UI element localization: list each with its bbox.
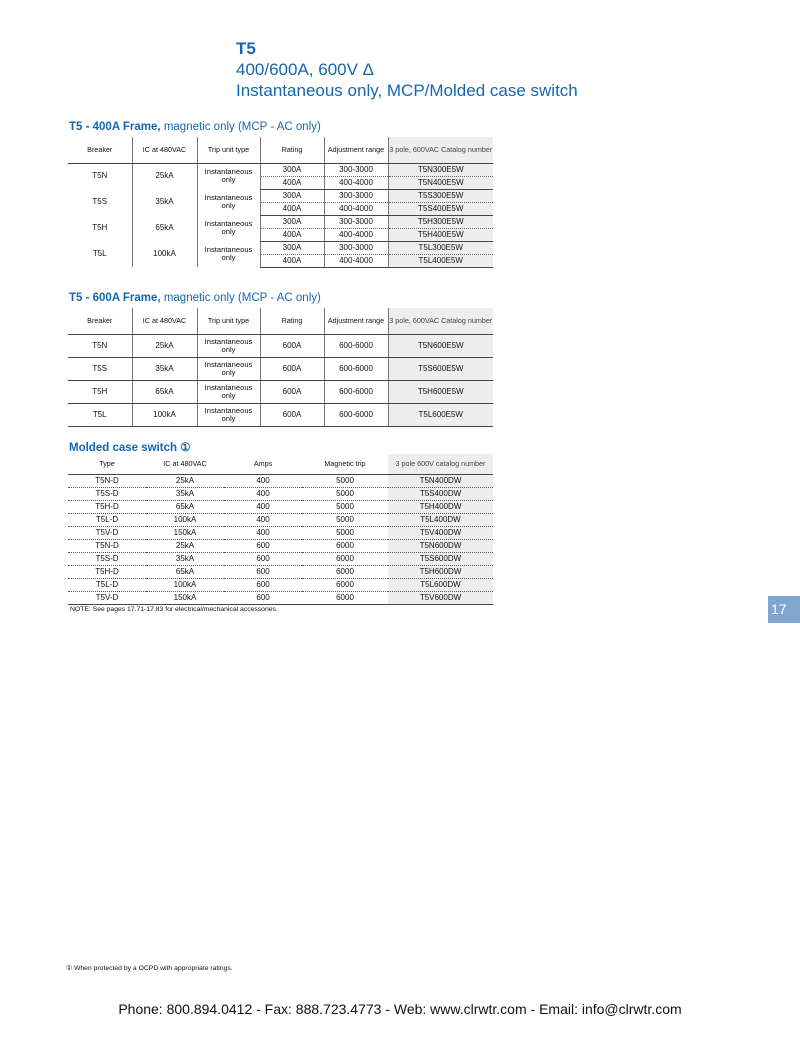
trip-cell: Instantaneous only <box>197 357 260 380</box>
trip-cell: Instantaneous only <box>197 215 260 241</box>
catalog-cell: T5S600DW <box>388 552 493 565</box>
table-row <box>68 513 493 526</box>
range-cell: 300-3000 <box>324 163 388 176</box>
ic-cell: 35kA <box>146 552 224 565</box>
type-cell: T5H-D <box>68 500 146 513</box>
type-cell: T5N-D <box>68 539 146 552</box>
catalog-cell: T5S300E5W <box>388 189 493 202</box>
table-600a-frame <box>68 308 493 427</box>
rating-cell: 300A <box>260 215 324 228</box>
magnetic-trip-cell: 5000 <box>302 500 388 513</box>
ic-cell: 35kA <box>146 487 224 500</box>
table-400a-frame <box>68 137 493 268</box>
magnetic-trip-cell: 5000 <box>302 526 388 539</box>
table-row <box>68 552 493 565</box>
catalog-cell: T5N600E5W <box>388 334 493 357</box>
chapter-tab: 17 <box>768 596 800 623</box>
ic-cell: 25kA <box>132 334 197 357</box>
ic-cell: 65kA <box>132 380 197 403</box>
type-cell: T5L-D <box>68 513 146 526</box>
breaker-cell: T5H <box>92 223 108 232</box>
amps-cell: 600 <box>224 565 302 578</box>
catalog-cell: T5V600DW <box>388 591 493 604</box>
rating-cell: 300A <box>260 189 324 202</box>
ic-cell: 150kA <box>146 591 224 604</box>
magnetic-trip-cell: 6000 <box>302 565 388 578</box>
rating-cell: 600A <box>260 357 324 380</box>
range-cell: 600-6000 <box>324 357 388 380</box>
catalog-cell: T5N400E5W <box>388 176 493 189</box>
table-row <box>68 403 493 426</box>
breaker-cell: T5S <box>68 357 132 380</box>
ic-cell: 100kA <box>146 578 224 591</box>
catalog-cell: T5L400DW <box>388 513 493 526</box>
rating-cell: 600A <box>260 380 324 403</box>
magnetic-trip-cell: 6000 <box>302 539 388 552</box>
table-row <box>68 591 493 604</box>
amps-cell: 400 <box>224 526 302 539</box>
section-600a-title-rest: magnetic only (MCP - AC only) <box>160 292 321 304</box>
section-400a-title-rest: magnetic only (MCP - AC only) <box>160 121 321 133</box>
rating-cell: 600A <box>260 334 324 357</box>
catalog-cell: T5N300E5W <box>388 163 493 176</box>
table-row <box>68 357 493 380</box>
table-row <box>68 380 493 403</box>
rating-cell: 400A <box>260 228 324 241</box>
type-cell: T5H-D <box>68 565 146 578</box>
rating-cell: 300A <box>260 241 324 254</box>
col-header-catalog: 3 pole, 600VAC Catalog number <box>388 308 493 334</box>
catalog-cell: T5H400DW <box>388 500 493 513</box>
trip-cell: Instantaneous only <box>197 163 260 189</box>
magnetic-trip-cell: 6000 <box>302 578 388 591</box>
col-header-magnetic-trip: Magnetic trip <box>302 454 388 474</box>
ic-cell: 25kA <box>146 474 224 487</box>
magnetic-trip-cell: 5000 <box>302 513 388 526</box>
col-header-amps: Amps <box>224 454 302 474</box>
breaker-cell: T5L <box>92 249 107 258</box>
ic-cell: 35kA <box>132 189 197 215</box>
type-cell: T5N-D <box>68 474 146 487</box>
col-header-breaker: Breaker <box>68 308 132 334</box>
col-header-ic: IC at 480VAC <box>132 137 197 163</box>
col-header-catalog: 3 pole, 600VAC Catalog number <box>388 137 493 163</box>
amps-cell: 600 <box>224 591 302 604</box>
amps-cell: 400 <box>224 513 302 526</box>
type-cell: T5V-D <box>68 591 146 604</box>
catalog-cell: T5V400DW <box>388 526 493 539</box>
table-row <box>68 334 493 357</box>
section-switch-title: Molded case switch ① <box>69 442 191 454</box>
range-cell: 400-4000 <box>324 176 388 189</box>
breaker-cell: T5N <box>68 334 132 357</box>
rating-cell: 600A <box>260 403 324 426</box>
type-cell: T5S-D <box>68 552 146 565</box>
breaker-cell: T5L <box>68 403 132 426</box>
catalog-cell: T5H600DW <box>388 565 493 578</box>
catalog-cell: T5S600E5W <box>388 357 493 380</box>
magnetic-trip-cell: 6000 <box>302 552 388 565</box>
breaker-cell: T5H <box>68 380 132 403</box>
col-header-rating: Rating <box>260 137 324 163</box>
trip-cell: Instantaneous only <box>197 403 260 426</box>
page-header <box>236 38 578 101</box>
section-400a-title-bold: T5 - 400A Frame, <box>69 121 161 133</box>
amps-cell: 400 <box>224 487 302 500</box>
breaker-cell: T5S <box>92 197 108 206</box>
type-cell: T5L-D <box>68 578 146 591</box>
magnetic-trip-cell: 5000 <box>302 474 388 487</box>
accessories-note: NOTE: See pages 17.71-17.83 for electrical/mechanical accessories. <box>70 606 278 613</box>
catalog-cell: T5H300E5W <box>388 215 493 228</box>
magnetic-trip-cell: 6000 <box>302 591 388 604</box>
catalog-cell: T5L300E5W <box>388 241 493 254</box>
ic-cell: 100kA <box>132 403 197 426</box>
range-cell: 400-4000 <box>324 254 388 267</box>
table-row <box>68 189 493 202</box>
table-row <box>68 539 493 552</box>
page-title: T5 <box>236 39 256 58</box>
ic-cell: 100kA <box>132 241 197 267</box>
breaker-cell: T5N <box>92 171 108 181</box>
catalog-cell: T5L600DW <box>388 578 493 591</box>
catalog-cell: T5L400E5W <box>388 254 493 267</box>
trip-cell: Instantaneous only <box>197 334 260 357</box>
amps-cell: 600 <box>224 578 302 591</box>
catalog-cell: T5H400E5W <box>388 228 493 241</box>
catalog-cell: T5N400DW <box>388 474 493 487</box>
catalog-cell: T5S400DW <box>388 487 493 500</box>
col-header-ic: IC at 480VAC <box>146 454 224 474</box>
table-molded-case-switch <box>68 454 493 605</box>
col-header-range: Adjustment range <box>324 308 388 334</box>
amps-cell: 400 <box>224 500 302 513</box>
catalog-cell: T5N600DW <box>388 539 493 552</box>
range-cell: 300-3000 <box>324 241 388 254</box>
col-header-trip: Trip unit type <box>197 308 260 334</box>
range-cell: 600-6000 <box>324 334 388 357</box>
ic-cell: 35kA <box>132 357 197 380</box>
col-header-catalog: 3 pole 600V catalog number <box>388 454 493 474</box>
section-600a-title <box>69 292 321 304</box>
col-header-trip: Trip unit type <box>197 137 260 163</box>
amps-cell: 600 <box>224 539 302 552</box>
rating-cell: 400A <box>260 202 324 215</box>
range-cell: 400-4000 <box>324 228 388 241</box>
ic-cell: 150kA <box>146 526 224 539</box>
contact-line: Phone: 800.894.0412 - Fax: 888.723.4773 - Web: www.clrwtr.com - Email: info@clrwtr.com <box>118 1001 682 1017</box>
range-cell: 300-3000 <box>324 215 388 228</box>
catalog-cell: T5L600E5W <box>388 403 493 426</box>
catalog-cell: T5H600E5W <box>388 380 493 403</box>
ic-cell: 100kA <box>146 513 224 526</box>
amps-cell: 400 <box>224 474 302 487</box>
type-cell: T5V-D <box>68 526 146 539</box>
trip-cell: Instantaneous only <box>197 380 260 403</box>
ic-cell: 65kA <box>146 565 224 578</box>
col-header-type: Type <box>68 454 146 474</box>
table-row <box>68 474 493 487</box>
page-subtitle-rating: 400/600A, 600V Δ <box>236 60 375 79</box>
table-row <box>68 500 493 513</box>
magnetic-trip-cell: 5000 <box>302 487 388 500</box>
ic-cell: 65kA <box>146 500 224 513</box>
table-row <box>68 578 493 591</box>
amps-cell: 600 <box>224 552 302 565</box>
table-row <box>68 487 493 500</box>
catalog-cell: T5S400E5W <box>388 202 493 215</box>
col-header-breaker: Breaker <box>68 137 132 163</box>
footnote: ① When protected by a OCPD with appropriate ratings. <box>66 965 233 972</box>
range-cell: 300-3000 <box>324 189 388 202</box>
rating-cell: 300A <box>260 163 324 176</box>
range-cell: 400-4000 <box>324 202 388 215</box>
section-400a-title <box>69 121 321 133</box>
col-header-rating: Rating <box>260 308 324 334</box>
table-row <box>68 241 493 254</box>
table-row <box>68 526 493 539</box>
col-header-range: Adjustment range <box>324 137 388 163</box>
rating-cell: 400A <box>260 176 324 189</box>
rating-cell: 400A <box>260 254 324 267</box>
trip-cell: Instantaneous only <box>197 189 260 215</box>
type-cell: T5S-D <box>68 487 146 500</box>
table-row <box>68 215 493 228</box>
col-header-ic: IC at 480VAC <box>132 308 197 334</box>
table-row <box>68 163 493 176</box>
trip-cell: Instantaneous only <box>197 241 260 267</box>
ic-cell: 25kA <box>132 163 197 189</box>
page-subtitle-description: Instantaneous only, MCP/Molded case switch <box>236 81 578 100</box>
table-row <box>68 565 493 578</box>
range-cell: 600-6000 <box>324 403 388 426</box>
range-cell: 600-6000 <box>324 380 388 403</box>
section-600a-title-bold: T5 - 600A Frame, <box>69 292 161 304</box>
ic-cell: 25kA <box>146 539 224 552</box>
ic-cell: 65kA <box>132 215 197 241</box>
